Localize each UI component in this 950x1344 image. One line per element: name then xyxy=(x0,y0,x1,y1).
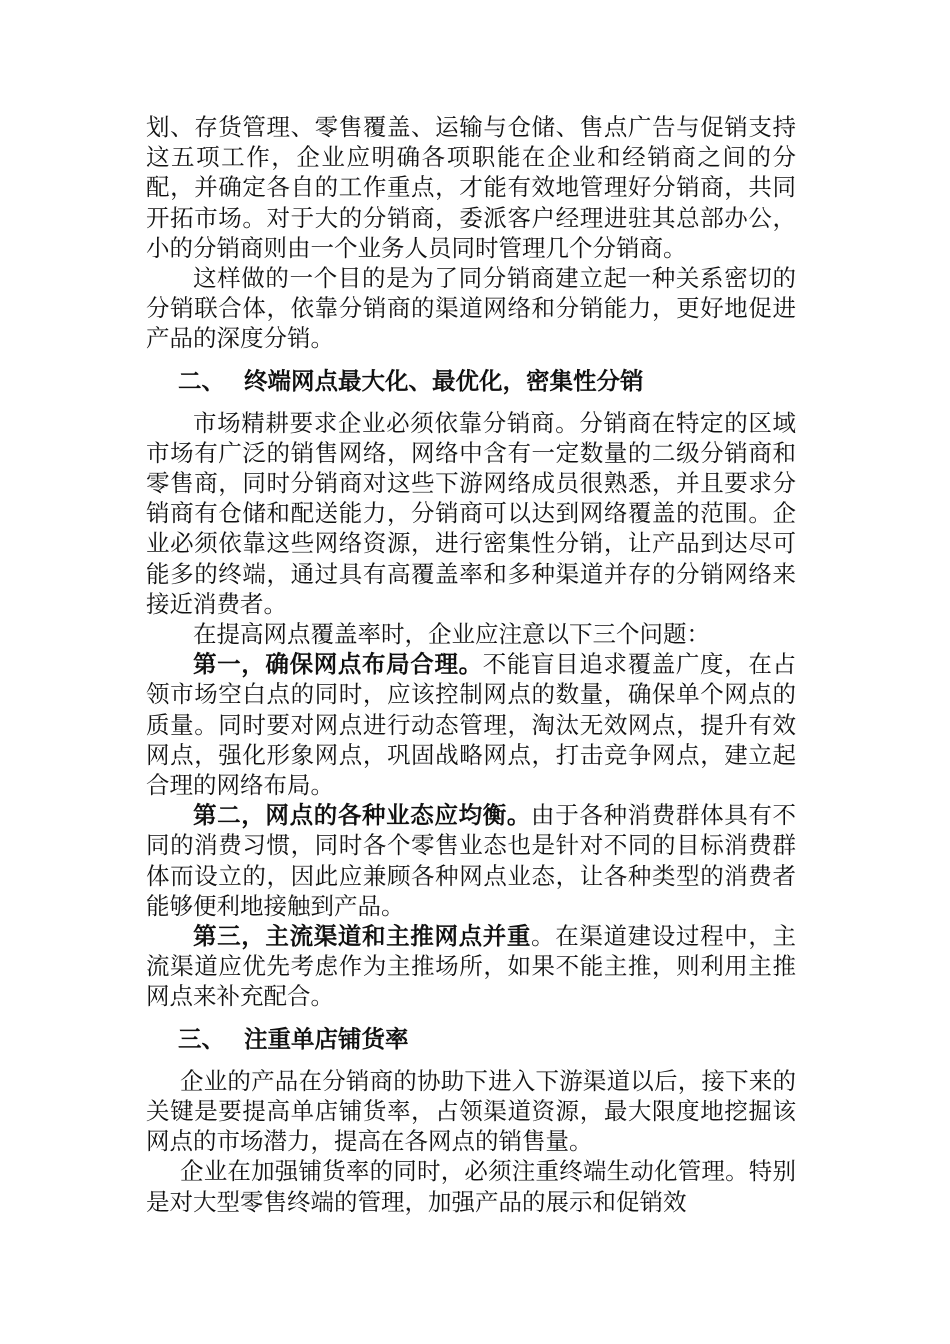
paragraph-6 xyxy=(146,800,796,921)
paragraph-5 xyxy=(146,649,796,800)
paragraph-7 xyxy=(146,921,796,1012)
section-number: 三、 xyxy=(178,1024,225,1053)
bold-lead: 第二，网点的各种业态应均衡。 xyxy=(193,801,532,830)
paragraph-text: 由于各种消费群体具有不同的消费习惯，同时各个零售业态也是针对不同的目标消费群体而设立的，因此应兼顾各种网点业态，让各种类型的消费者能够便利地接触到产品。 xyxy=(146,801,797,920)
paragraph-3: 市场精耕要求企业必须依靠分销商。分销商在特定的区域市场有广泛的销售网络，网络中含有一定数量的二级分销商和零售商，同时分销商对这些下游网络成员很熟悉，并且要求分销商有仓储和配送能力，分销商可以达到网络覆盖的范围。企业必须依靠这些网络资源，进行密集性分销，让产品到达尽可能多的终端，通过具有高覆盖率和多种渠道并存的分销网络来接近消费者。 xyxy=(146,408,796,618)
bold-lead: 第三，主流渠道和主推网点并重 xyxy=(193,922,532,951)
section-heading-3 xyxy=(178,1024,796,1054)
section-title: 终端网点最大化、最优化，密集性分销 xyxy=(244,366,644,395)
paragraph-4: 在提高网点覆盖率时，企业应注意以下三个问题： xyxy=(193,620,710,649)
bold-lead: 第一，确保网点布局合理。 xyxy=(193,650,483,679)
paragraph-1: 划、存货管理、零售覆盖、运输与仓储、售点广告与促销支持这五项工作，企业应明确各项职能在企业和经销商之间的分配，并确定各自的工作重点，才能有效地管理好分销商，共同开拓市场。对于大的分销商，委派客户经理进驻其总部办公，小的分销商则由一个业务人员同时管理几个分销商。 xyxy=(146,113,796,262)
paragraph-text: 。在渠道建设过程中，主流渠道应优先考虑作为主推场所，如果不能主推，则利用主推网点来补充配合。 xyxy=(146,922,797,1011)
paragraph-9: 企业在加强铺货率的同时，必须注重终端生动化管理。特别是对大型零售终端的管理，加强产品的展示和促销效 xyxy=(146,1157,796,1216)
paragraph-8: 企业的产品在分销商的协助下进入下游渠道以后，接下来的关键是要提高单店铺货率，占领渠道资源，最大限度地挖掘该网点的市场潜力，提高在各网点的销售量。 xyxy=(146,1066,796,1156)
paragraph-text: 不能盲目追求覆盖广度，在占领市场空白点的同时，应该控制网点的数量，确保单个网点的质量。同时要对网点进行动态管理，淘汰无效网点，提升有效网点，强化形象网点，巩固战略网点，打击竞争网点，建立起合理的网络布局。 xyxy=(146,650,796,800)
paragraph-2: 这样做的一个目的是为了同分销商建立起一种关系密切的分销联合体，依靠分销商的渠道网络和分销能力，更好地促进产品的深度分销。 xyxy=(146,264,796,353)
section-number: 二、 xyxy=(178,366,225,395)
section-heading-2 xyxy=(178,366,796,396)
section-title: 注重单店铺货率 xyxy=(244,1024,409,1053)
document-page xyxy=(146,112,796,1217)
